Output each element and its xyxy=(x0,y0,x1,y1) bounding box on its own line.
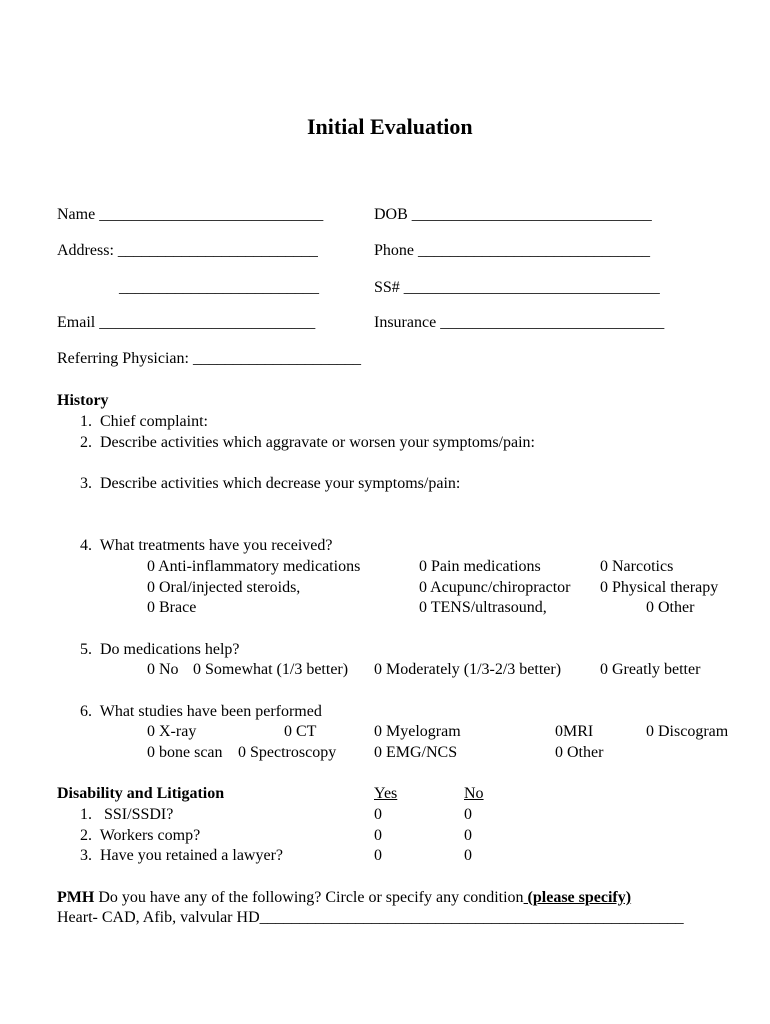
history-q1: 1. Chief complaint: xyxy=(80,413,208,430)
email-field[interactable]: Email ___________________________ xyxy=(57,314,316,331)
option-moderately[interactable]: 0 Moderately (1/3-2/3 better) xyxy=(374,661,562,678)
option-greatly-better[interactable]: 0 Greatly better xyxy=(600,661,701,678)
history-q2: 2. Describe activities which aggravate or worsen your symptoms/pain: xyxy=(80,434,535,451)
disability-q2: 2. Workers comp? xyxy=(80,827,201,844)
option-myelogram[interactable]: 0 Myelogram xyxy=(374,723,461,740)
heart-field[interactable]: Heart- CAD, Afib, valvular HD_____________________________________________________ xyxy=(57,909,684,926)
ssi-yes-option[interactable]: 0 xyxy=(374,806,382,823)
option-narcotics[interactable]: 0 Narcotics xyxy=(600,558,674,575)
pmh-specify: (please specify) xyxy=(523,889,632,906)
history-q6: 6. What studies have been performed xyxy=(80,703,322,720)
disability-heading: Disability and Litigation xyxy=(57,785,225,802)
page-title: Initial Evaluation xyxy=(307,114,473,139)
option-tens-ultrasound[interactable]: 0 TENS/ultrasound, xyxy=(419,599,547,616)
option-treatment-other[interactable]: 0 Other xyxy=(646,599,695,616)
address-field[interactable]: Address: _________________________ xyxy=(57,242,318,259)
history-q5: 5. Do medications help? xyxy=(80,641,240,658)
option-emg-ncs[interactable]: 0 EMG/NCS xyxy=(374,744,458,761)
lawyer-yes-option[interactable]: 0 xyxy=(374,847,382,864)
option-anti-inflammatory[interactable]: 0 Anti-inflammatory medications xyxy=(147,558,361,575)
option-steroids[interactable]: 0 Oral/injected steroids, xyxy=(147,579,301,596)
yes-column-header: Yes xyxy=(374,785,398,802)
dob-field[interactable]: DOB ______________________________ xyxy=(374,206,652,223)
history-q3: 3. Describe activities which decrease your symptoms/pain: xyxy=(80,475,461,492)
referring-physician-field[interactable]: Referring Physician: _____________________ xyxy=(57,350,361,367)
phone-field[interactable]: Phone _____________________________ xyxy=(374,242,650,259)
option-discogram[interactable]: 0 Discogram xyxy=(646,723,729,740)
ss-field[interactable]: SS# ________________________________ xyxy=(374,279,660,296)
option-xray[interactable]: 0 X-ray xyxy=(147,723,197,740)
insurance-field[interactable]: Insurance ____________________________ xyxy=(374,314,665,331)
no-column-header: No xyxy=(464,785,484,802)
option-somewhat[interactable]: 0 Somewhat (1/3 better) xyxy=(193,661,349,678)
option-acupuncture-chiropractor[interactable]: 0 Acupunc/chiropractor xyxy=(419,579,571,596)
history-heading: History xyxy=(57,392,109,409)
option-ct[interactable]: 0 CT xyxy=(284,723,317,740)
option-brace[interactable]: 0 Brace xyxy=(147,599,197,616)
disability-q3: 3. Have you retained a lawyer? xyxy=(80,847,284,864)
workers-comp-no-option[interactable]: 0 xyxy=(464,827,472,844)
workers-comp-yes-option[interactable]: 0 xyxy=(374,827,382,844)
disability-q1: 1. SSI/SSDI? xyxy=(80,806,174,823)
pmh-text: Do you have any of the following? Circle or specify any condition xyxy=(94,889,524,906)
pmh-label: PMH xyxy=(57,889,95,906)
history-q4: 4. What treatments have you received? xyxy=(80,537,333,554)
ssi-no-option[interactable]: 0 xyxy=(464,806,472,823)
option-no[interactable]: 0 No xyxy=(147,661,179,678)
address-line-2-field[interactable]: _________________________ xyxy=(119,279,319,296)
name-field[interactable]: Name ____________________________ xyxy=(57,206,324,223)
option-study-other[interactable]: 0 Other xyxy=(555,744,604,761)
option-pain-medications[interactable]: 0 Pain medications xyxy=(419,558,541,575)
option-mri[interactable]: 0MRI xyxy=(555,723,594,740)
option-bone-scan[interactable]: 0 bone scan xyxy=(147,744,223,761)
option-spectroscopy[interactable]: 0 Spectroscopy xyxy=(238,744,337,761)
option-physical-therapy[interactable]: 0 Physical therapy xyxy=(600,579,719,596)
pmh-line xyxy=(57,890,631,906)
lawyer-no-option[interactable]: 0 xyxy=(464,847,472,864)
